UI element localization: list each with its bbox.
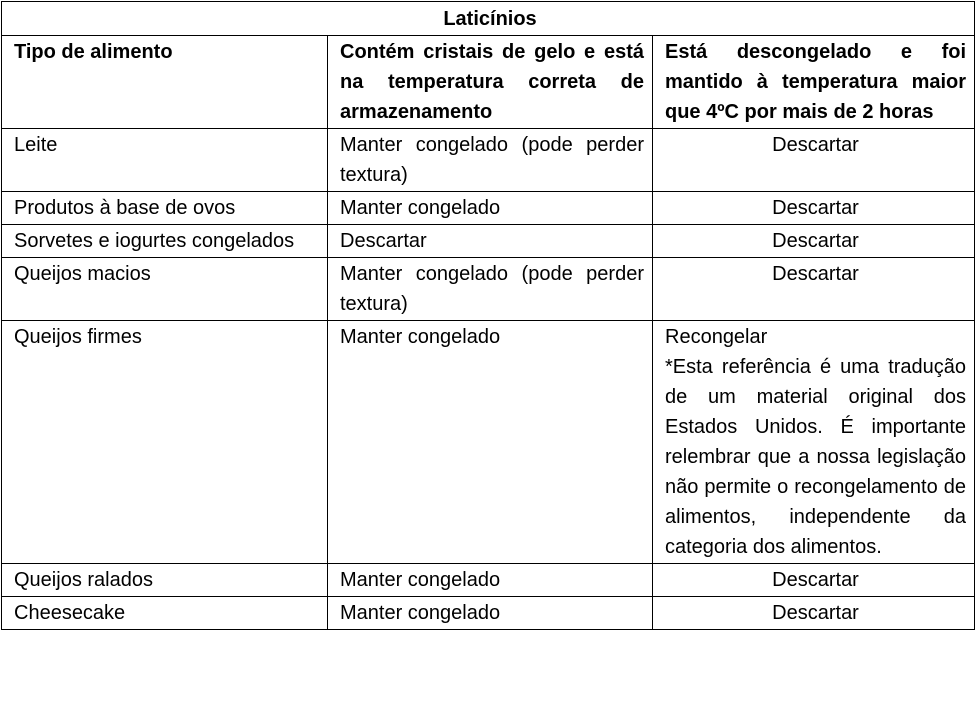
food-cell: Produtos à base de ovos bbox=[2, 192, 328, 225]
header-thawed-condition: Está descongelado e foi mantido à temperatura maior que 4ºC por mais de 2 horas bbox=[653, 36, 975, 129]
frozen-action-cell: Manter congelado bbox=[328, 597, 653, 630]
frozen-action-cell: Manter congelado bbox=[328, 321, 653, 564]
header-row bbox=[2, 36, 975, 129]
frozen-action-cell: Manter congelado (pode perder textura) bbox=[328, 129, 653, 192]
food-cell: Queijos ralados bbox=[2, 564, 328, 597]
table-row bbox=[2, 321, 975, 564]
table-title: Laticínios bbox=[2, 2, 975, 36]
thawed-action-cell: Descartar bbox=[653, 597, 975, 630]
thawed-action-cell: Descartar bbox=[653, 192, 975, 225]
thawed-action-cell: Descartar bbox=[653, 564, 975, 597]
title-row bbox=[2, 2, 975, 36]
frozen-action-cell: Manter congelado (pode perder textura) bbox=[328, 258, 653, 321]
thawed-action-cell: Descartar bbox=[653, 258, 975, 321]
food-cell: Queijos macios bbox=[2, 258, 328, 321]
dairy-storage-table bbox=[1, 1, 975, 630]
frozen-action-cell: Manter congelado bbox=[328, 192, 653, 225]
table-row bbox=[2, 129, 975, 192]
header-food-type: Tipo de alimento bbox=[2, 36, 328, 129]
food-cell: Leite bbox=[2, 129, 328, 192]
thawed-action-text: Recongelar bbox=[665, 326, 768, 348]
thawed-action-cell: Descartar bbox=[653, 225, 975, 258]
frozen-action-cell: Descartar bbox=[328, 225, 653, 258]
food-cell: Cheesecake bbox=[2, 597, 328, 630]
thawed-action-cell: Descartar bbox=[653, 129, 975, 192]
frozen-action-cell: Manter congelado bbox=[328, 564, 653, 597]
food-cell: Sorvetes e iogurtes congelados bbox=[2, 225, 328, 258]
translation-note: *Esta referência é uma tradução de um material original dos Estados Unidos. É importante relembrar que a nossa legislação não permite o recongelamento de alimentos, independente da categoria dos alimentos. bbox=[665, 356, 967, 558]
table-row bbox=[2, 564, 975, 597]
header-frozen-condition: Contém cristais de gelo e está na temperatura correta de armazenamento bbox=[328, 36, 653, 129]
table-row bbox=[2, 192, 975, 225]
table-row bbox=[2, 597, 975, 630]
table-row bbox=[2, 258, 975, 321]
table-row bbox=[2, 225, 975, 258]
thawed-action-cell bbox=[653, 321, 975, 564]
food-cell: Queijos firmes bbox=[2, 321, 328, 564]
